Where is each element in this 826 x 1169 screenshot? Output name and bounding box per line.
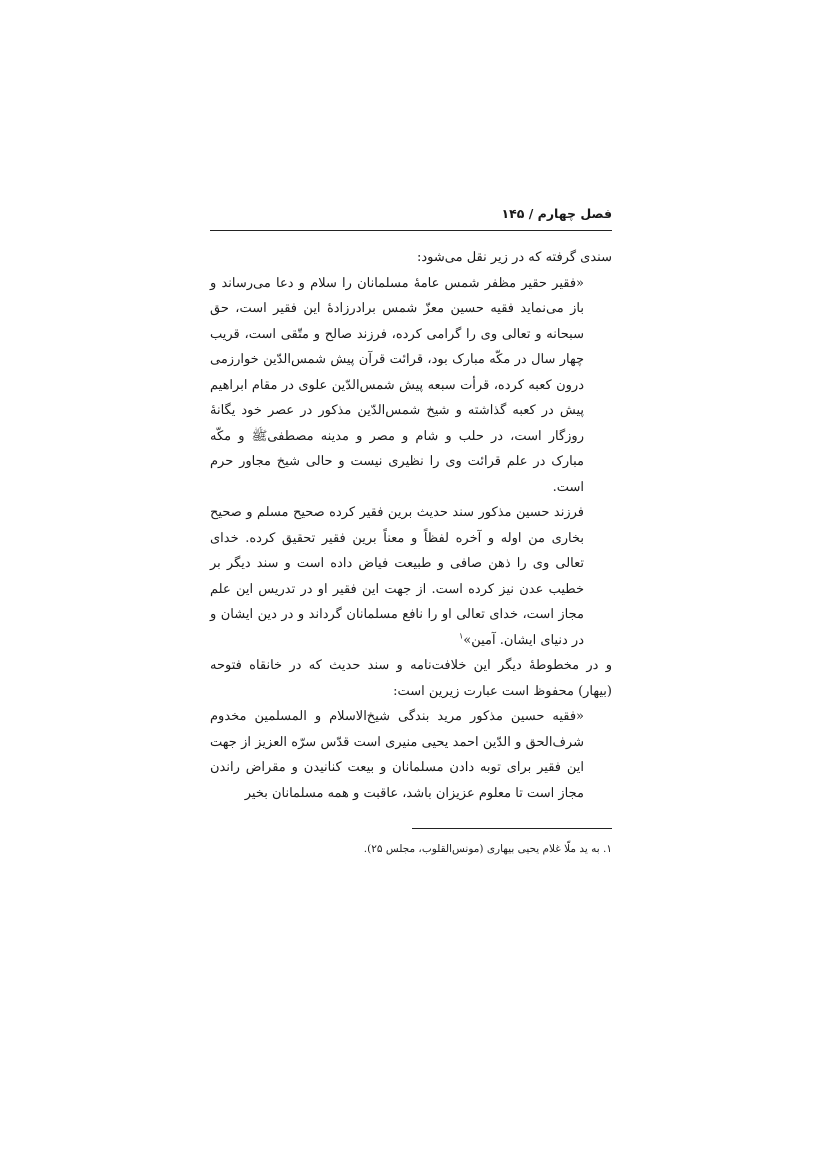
chapter-page-title: فصل چهارم / ۱۴۵	[501, 206, 612, 221]
paragraph-text: «فقیه حسین مذکور مرید بندگی شیخ‌الاسلام و المسلمین مخدوم شرف‌الحق و الدّین احمد یحیی منیری است قدّس سرّه العزیز از جهت این فقیر برای توبه دادن مسلمانان و بیعت کنانیدن و مقراض راندن مجاز است تا معلوم عزیزان باشد، عاقبت و همه مسلمانان بخیر	[210, 709, 584, 801]
footnote-divider	[412, 828, 612, 829]
paragraph-text: «فقیر حقیر مظفر شمس عامهٔ مسلمانان را سلام و دعا می‌رساند و باز می‌نماید فقیه حسین معزّ شمس برادرزادهٔ این فقیر است، حق سبحانه و تعالی وی را گرامی کرده، فرزند صالح و متّقی است، قریب چهار سال در مکّه مبارک بود، قرائت قرآن پیش شمس‌الدّین خوارزمی درون کعبه کرده، قرأت سبعه پیش شمس‌الدّین علوی در مقام ابراهیم پیش در کعبه گذاشته و شیخ شمس‌الدّین مذکور در عصر خود یگانهٔ روزگار است، در حلب و شام و مصر و مدینه مصطفیﷺ و مکّه مبارک در علم قرائت وی را نظیری نیست و حالی شیخ مجاور حرم است.	[210, 275, 584, 495]
paragraph-text: و در مخطوطهٔ دیگر این خلافت‌نامه و سند حدیث که در خانقاه فتوحه (بیهار) محفوظ است عبارت زیرین است:	[210, 658, 612, 699]
paragraph	[210, 653, 612, 704]
paragraph	[210, 245, 612, 271]
paragraph-text: فرزند حسین مذکور سند حدیث برین فقیر کرده صحیح مسلم و صحیح بخاری من اوله و آخره لفظاً و معناً برین فقیر تحقیق کرده. خدای تعالی وی را ذهن صافی و طبیعت فیاض داده است و سند دیگر بر خطیب عدن نیز کرده است. از جهت این فقیر او در تدریس این علم مجاز است، خدای تعالی او را نافع مسلمانان گرداند و در دین ایشان و در دنیای ایشان. آمین»	[210, 505, 584, 648]
quote-paragraph	[210, 500, 584, 653]
document-page	[210, 200, 612, 857]
paragraph-text: سندی گرفته که در زیر نقل می‌شود:	[417, 250, 612, 265]
body-text	[210, 231, 612, 806]
footnote: ۱. به ید ملّا غلام یحیی بیهاری (مونس‌القلوب، مجلس ۲۵).	[363, 843, 612, 855]
quote-paragraph	[210, 704, 584, 806]
footnote-reference: ۱	[458, 631, 464, 641]
quote-paragraph	[210, 271, 584, 501]
running-header	[210, 200, 612, 231]
